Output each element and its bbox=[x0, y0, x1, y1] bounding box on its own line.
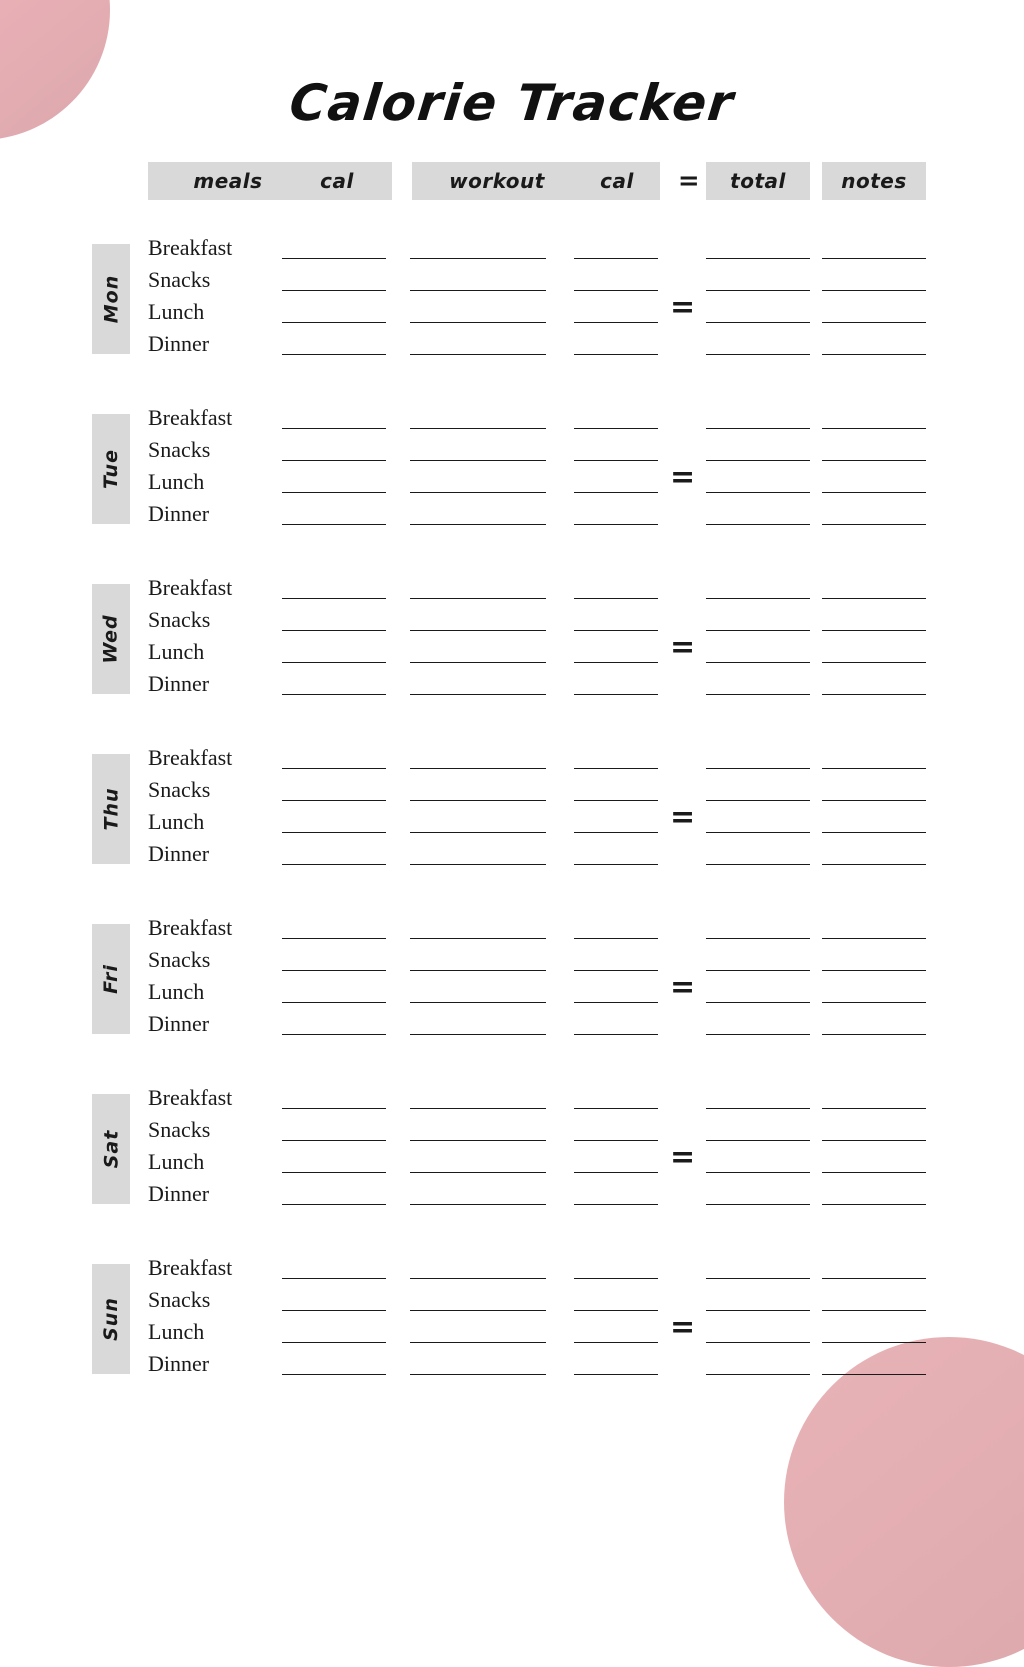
total-write-line[interactable] bbox=[706, 524, 810, 525]
day-label: Wed bbox=[100, 614, 123, 664]
days-container bbox=[92, 202, 932, 1392]
meal-label-dinner: Dinner bbox=[148, 1011, 210, 1036]
workout-write-line[interactable] bbox=[410, 492, 546, 493]
total-write-line[interactable] bbox=[706, 258, 810, 259]
meal-label-dinner: Dinner bbox=[148, 841, 210, 866]
workout-write-line[interactable] bbox=[410, 800, 546, 801]
equals-sign: = bbox=[670, 460, 696, 495]
meal-row bbox=[92, 1150, 932, 1182]
meal-label-snacks: Snacks bbox=[148, 777, 211, 802]
notes-write-line[interactable] bbox=[822, 1342, 926, 1343]
workout-cal-write-line[interactable] bbox=[574, 1374, 658, 1375]
day-block bbox=[92, 882, 932, 1052]
total-write-line[interactable] bbox=[706, 1034, 810, 1035]
meal-row bbox=[92, 672, 932, 704]
day-block bbox=[92, 372, 932, 542]
meal-row bbox=[92, 1288, 932, 1320]
workout-write-line[interactable] bbox=[410, 938, 546, 939]
workout-cal-write-line[interactable] bbox=[574, 768, 658, 769]
meal-cal-write-line[interactable] bbox=[282, 694, 386, 695]
meal-row bbox=[92, 406, 932, 438]
meal-row bbox=[92, 608, 932, 640]
meal-row bbox=[92, 810, 932, 842]
total-write-line[interactable] bbox=[706, 864, 810, 865]
meal-label-breakfast: Breakfast bbox=[148, 1085, 233, 1110]
meal-cal-write-line[interactable] bbox=[282, 768, 386, 769]
day-label: Sun bbox=[100, 1297, 122, 1341]
equals-sign: = bbox=[670, 1140, 696, 1175]
notes-write-line[interactable] bbox=[822, 1034, 926, 1035]
notes-write-line[interactable] bbox=[822, 768, 926, 769]
total-write-line[interactable] bbox=[706, 1140, 810, 1141]
workout-cal-write-line[interactable] bbox=[574, 354, 658, 355]
meal-label-snacks: Snacks bbox=[148, 1117, 211, 1142]
meal-cal-write-line[interactable] bbox=[282, 1342, 386, 1343]
meal-cal-write-line[interactable] bbox=[282, 598, 386, 599]
meal-row bbox=[92, 1182, 932, 1214]
meal-label-snacks: Snacks bbox=[148, 1287, 211, 1312]
notes-write-line[interactable] bbox=[822, 492, 926, 493]
meal-label-dinner: Dinner bbox=[148, 501, 210, 526]
meal-label-lunch: Lunch bbox=[148, 639, 205, 664]
equals-sign: = bbox=[670, 630, 696, 665]
meal-row bbox=[92, 640, 932, 672]
meal-label-dinner: Dinner bbox=[148, 671, 210, 696]
day-block bbox=[92, 712, 932, 882]
meal-label-breakfast: Breakfast bbox=[148, 745, 233, 770]
total-write-line[interactable] bbox=[706, 428, 810, 429]
notes-write-line[interactable] bbox=[822, 1002, 926, 1003]
equals-sign: = bbox=[670, 800, 696, 835]
meal-cal-write-line[interactable] bbox=[282, 322, 386, 323]
total-write-line[interactable] bbox=[706, 694, 810, 695]
meal-row bbox=[92, 332, 932, 364]
day-label: Thu bbox=[100, 787, 123, 831]
meal-cal-write-line[interactable] bbox=[282, 524, 386, 525]
meal-cal-write-line[interactable] bbox=[282, 800, 386, 801]
workout-cal-write-line[interactable] bbox=[574, 290, 658, 291]
notes-write-line[interactable] bbox=[822, 1278, 926, 1279]
workout-cal-write-line[interactable] bbox=[574, 630, 658, 631]
notes-write-line[interactable] bbox=[822, 598, 926, 599]
meal-row bbox=[92, 778, 932, 810]
meal-row bbox=[92, 746, 932, 778]
day-label: Fri bbox=[100, 964, 122, 994]
meal-cal-write-line[interactable] bbox=[282, 290, 386, 291]
workout-cal-write-line[interactable] bbox=[574, 492, 658, 493]
day-label: Tue bbox=[100, 449, 122, 489]
total-write-line[interactable] bbox=[706, 768, 810, 769]
workout-cal-write-line[interactable] bbox=[574, 258, 658, 259]
meal-row bbox=[92, 1256, 932, 1288]
meal-row bbox=[92, 916, 932, 948]
meal-label-dinner: Dinner bbox=[148, 1181, 210, 1206]
workout-write-line[interactable] bbox=[410, 524, 546, 525]
notes-write-line[interactable] bbox=[822, 1374, 926, 1375]
workout-cal-write-line[interactable] bbox=[574, 800, 658, 801]
workout-write-line[interactable] bbox=[410, 1108, 546, 1109]
meal-label-lunch: Lunch bbox=[148, 1149, 205, 1174]
meal-row bbox=[92, 842, 932, 874]
column-header-notes: notes bbox=[822, 162, 926, 200]
meal-label-snacks: Snacks bbox=[148, 947, 211, 972]
total-write-line[interactable] bbox=[706, 460, 810, 461]
workout-write-line[interactable] bbox=[410, 1342, 546, 1343]
total-write-line[interactable] bbox=[706, 630, 810, 631]
workout-write-line[interactable] bbox=[410, 290, 546, 291]
workout-cal-write-line[interactable] bbox=[574, 662, 658, 663]
notes-write-line[interactable] bbox=[822, 428, 926, 429]
day-block bbox=[92, 1222, 932, 1392]
workout-write-line[interactable] bbox=[410, 1204, 546, 1205]
notes-write-line[interactable] bbox=[822, 864, 926, 865]
meal-cal-write-line[interactable] bbox=[282, 1002, 386, 1003]
notes-write-line[interactable] bbox=[822, 1310, 926, 1311]
notes-write-line[interactable] bbox=[822, 1204, 926, 1205]
column-header-equals-sign: = bbox=[677, 166, 701, 196]
meal-row bbox=[92, 1012, 932, 1044]
meal-cal-write-line[interactable] bbox=[282, 832, 386, 833]
notes-write-line[interactable] bbox=[822, 322, 926, 323]
total-write-line[interactable] bbox=[706, 1342, 810, 1343]
workout-write-line[interactable] bbox=[410, 1310, 546, 1311]
meal-label-breakfast: Breakfast bbox=[148, 1255, 233, 1280]
meal-row bbox=[92, 1320, 932, 1352]
workout-cal-write-line[interactable] bbox=[574, 1140, 658, 1141]
meal-cal-write-line[interactable] bbox=[282, 1204, 386, 1205]
equals-sign: = bbox=[670, 290, 696, 325]
notes-write-line[interactable] bbox=[822, 460, 926, 461]
total-write-line[interactable] bbox=[706, 1172, 810, 1173]
notes-write-line[interactable] bbox=[822, 970, 926, 971]
meal-label-snacks: Snacks bbox=[148, 437, 211, 462]
workout-cal-write-line[interactable] bbox=[574, 428, 658, 429]
meal-label-snacks: Snacks bbox=[148, 607, 211, 632]
workout-write-line[interactable] bbox=[410, 694, 546, 695]
total-write-line[interactable] bbox=[706, 492, 810, 493]
workout-cal-write-line[interactable] bbox=[574, 1204, 658, 1205]
meal-cal-write-line[interactable] bbox=[282, 864, 386, 865]
notes-write-line[interactable] bbox=[822, 694, 926, 695]
day-block bbox=[92, 542, 932, 712]
meal-row bbox=[92, 980, 932, 1012]
notes-write-line[interactable] bbox=[822, 524, 926, 525]
workout-write-line[interactable] bbox=[410, 662, 546, 663]
column-header-workout: workout bbox=[412, 162, 582, 200]
meal-cal-write-line[interactable] bbox=[282, 258, 386, 259]
meal-row bbox=[92, 470, 932, 502]
page-title: Calorie Tracker bbox=[286, 74, 738, 132]
workout-write-line[interactable] bbox=[410, 630, 546, 631]
workout-write-line[interactable] bbox=[410, 970, 546, 971]
workout-cal-write-line[interactable] bbox=[574, 322, 658, 323]
workout-cal-write-line[interactable] bbox=[574, 524, 658, 525]
notes-write-line[interactable] bbox=[822, 1172, 926, 1173]
meal-cal-write-line[interactable] bbox=[282, 1278, 386, 1279]
meal-cal-write-line[interactable] bbox=[282, 630, 386, 631]
notes-write-line[interactable] bbox=[822, 630, 926, 631]
workout-write-line[interactable] bbox=[410, 1034, 546, 1035]
column-header-cal-meals: cal bbox=[282, 162, 392, 200]
notes-write-line[interactable] bbox=[822, 1108, 926, 1109]
notes-write-line[interactable] bbox=[822, 662, 926, 663]
day-block bbox=[92, 1052, 932, 1222]
workout-write-line[interactable] bbox=[410, 1172, 546, 1173]
workout-cal-write-line[interactable] bbox=[574, 864, 658, 865]
workout-write-line[interactable] bbox=[410, 322, 546, 323]
workout-cal-write-line[interactable] bbox=[574, 460, 658, 461]
meal-label-lunch: Lunch bbox=[148, 299, 205, 324]
workout-cal-write-line[interactable] bbox=[574, 970, 658, 971]
meal-cal-write-line[interactable] bbox=[282, 1034, 386, 1035]
meal-row bbox=[92, 1118, 932, 1150]
workout-cal-write-line[interactable] bbox=[574, 694, 658, 695]
meal-cal-write-line[interactable] bbox=[282, 1172, 386, 1173]
meal-cal-write-line[interactable] bbox=[282, 970, 386, 971]
meal-cal-write-line[interactable] bbox=[282, 1310, 386, 1311]
column-header-cal-workout: cal bbox=[574, 162, 660, 200]
meal-row bbox=[92, 1086, 932, 1118]
meal-label-lunch: Lunch bbox=[148, 469, 205, 494]
total-write-line[interactable] bbox=[706, 800, 810, 801]
workout-write-line[interactable] bbox=[410, 460, 546, 461]
total-write-line[interactable] bbox=[706, 290, 810, 291]
meal-row bbox=[92, 502, 932, 534]
meal-cal-write-line[interactable] bbox=[282, 492, 386, 493]
meal-cal-write-line[interactable] bbox=[282, 354, 386, 355]
notes-write-line[interactable] bbox=[822, 258, 926, 259]
workout-write-line[interactable] bbox=[410, 832, 546, 833]
notes-write-line[interactable] bbox=[822, 290, 926, 291]
workout-write-line[interactable] bbox=[410, 354, 546, 355]
meal-label-dinner: Dinner bbox=[148, 1351, 210, 1376]
meal-row bbox=[92, 438, 932, 470]
total-write-line[interactable] bbox=[706, 1002, 810, 1003]
total-write-line[interactable] bbox=[706, 598, 810, 599]
workout-cal-write-line[interactable] bbox=[574, 1342, 658, 1343]
day-label: Sat bbox=[100, 1129, 122, 1169]
equals-sign: = bbox=[670, 1310, 696, 1345]
notes-write-line[interactable] bbox=[822, 1140, 926, 1141]
workout-cal-write-line[interactable] bbox=[574, 598, 658, 599]
workout-write-line[interactable] bbox=[410, 598, 546, 599]
workout-write-line[interactable] bbox=[410, 1374, 546, 1375]
meal-row bbox=[92, 948, 932, 980]
workout-write-line[interactable] bbox=[410, 768, 546, 769]
day-label: Mon bbox=[100, 274, 122, 324]
column-header-meals: meals bbox=[148, 162, 308, 200]
meal-label-breakfast: Breakfast bbox=[148, 235, 233, 260]
meal-label-breakfast: Breakfast bbox=[148, 915, 233, 940]
day-block bbox=[92, 202, 932, 372]
total-write-line[interactable] bbox=[706, 662, 810, 663]
workout-cal-write-line[interactable] bbox=[574, 1172, 658, 1173]
total-write-line[interactable] bbox=[706, 1204, 810, 1205]
meal-label-breakfast: Breakfast bbox=[148, 575, 233, 600]
meal-cal-write-line[interactable] bbox=[282, 428, 386, 429]
meal-cal-write-line[interactable] bbox=[282, 1108, 386, 1109]
workout-write-line[interactable] bbox=[410, 1278, 546, 1279]
workout-write-line[interactable] bbox=[410, 864, 546, 865]
meal-label-snacks: Snacks bbox=[148, 267, 211, 292]
workout-write-line[interactable] bbox=[410, 1002, 546, 1003]
meal-label-breakfast: Breakfast bbox=[148, 405, 233, 430]
workout-cal-write-line[interactable] bbox=[574, 1108, 658, 1109]
workout-cal-write-line[interactable] bbox=[574, 1278, 658, 1279]
meal-cal-write-line[interactable] bbox=[282, 938, 386, 939]
notes-write-line[interactable] bbox=[822, 354, 926, 355]
column-header-total: total bbox=[706, 162, 810, 200]
meal-cal-write-line[interactable] bbox=[282, 1374, 386, 1375]
total-write-line[interactable] bbox=[706, 1278, 810, 1279]
workout-write-line[interactable] bbox=[410, 258, 546, 259]
total-write-line[interactable] bbox=[706, 1108, 810, 1109]
meal-row bbox=[92, 1352, 932, 1384]
notes-write-line[interactable] bbox=[822, 832, 926, 833]
meal-cal-write-line[interactable] bbox=[282, 662, 386, 663]
notes-write-line[interactable] bbox=[822, 800, 926, 801]
workout-write-line[interactable] bbox=[410, 1140, 546, 1141]
total-write-line[interactable] bbox=[706, 354, 810, 355]
meal-row bbox=[92, 268, 932, 300]
meal-cal-write-line[interactable] bbox=[282, 460, 386, 461]
total-write-line[interactable] bbox=[706, 832, 810, 833]
total-write-line[interactable] bbox=[706, 1310, 810, 1311]
workout-write-line[interactable] bbox=[410, 428, 546, 429]
meal-cal-write-line[interactable] bbox=[282, 1140, 386, 1141]
total-write-line[interactable] bbox=[706, 938, 810, 939]
workout-cal-write-line[interactable] bbox=[574, 938, 658, 939]
meal-row bbox=[92, 300, 932, 332]
total-write-line[interactable] bbox=[706, 970, 810, 971]
total-write-line[interactable] bbox=[706, 322, 810, 323]
meal-label-lunch: Lunch bbox=[148, 1319, 205, 1344]
meal-label-lunch: Lunch bbox=[148, 979, 205, 1004]
meal-label-lunch: Lunch bbox=[148, 809, 205, 834]
workout-cal-write-line[interactable] bbox=[574, 1002, 658, 1003]
workout-cal-write-line[interactable] bbox=[574, 1034, 658, 1035]
workout-cal-write-line[interactable] bbox=[574, 1310, 658, 1311]
meal-row bbox=[92, 576, 932, 608]
meal-label-dinner: Dinner bbox=[148, 331, 210, 356]
total-write-line[interactable] bbox=[706, 1374, 810, 1375]
tracker-grid bbox=[92, 162, 932, 1392]
workout-cal-write-line[interactable] bbox=[574, 832, 658, 833]
equals-sign: = bbox=[670, 970, 696, 1005]
table-header-row bbox=[92, 162, 932, 202]
notes-write-line[interactable] bbox=[822, 938, 926, 939]
meal-row bbox=[92, 236, 932, 268]
